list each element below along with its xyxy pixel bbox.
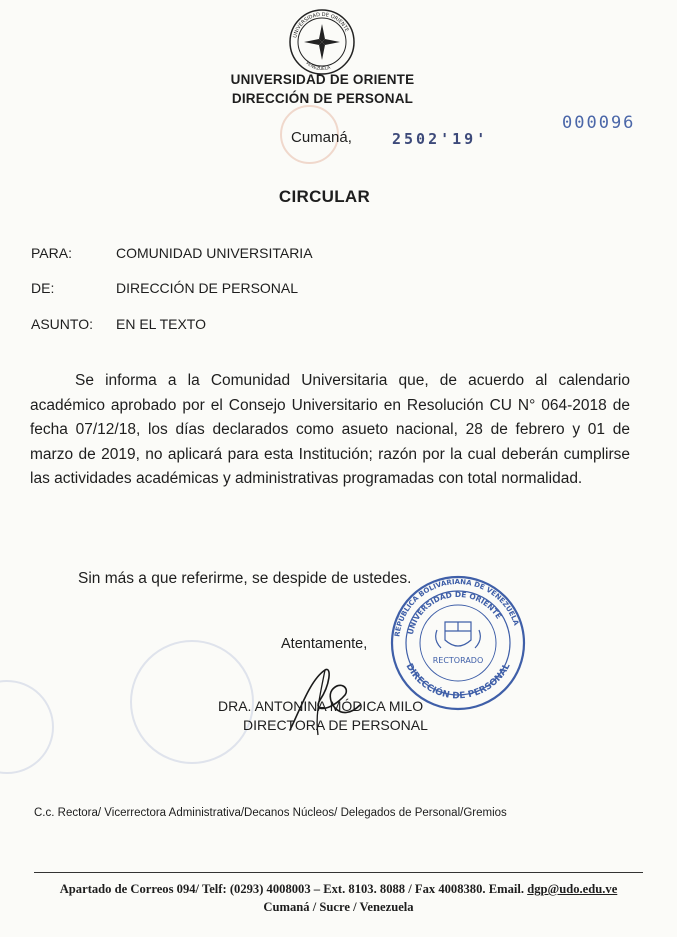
farewell: Atentamente,	[281, 636, 368, 652]
carbon-copy-line: C.c. Rectora/ Vicerrectora Administrativa/Decanos Núcleos/ Delegados de Personal/Gremios	[34, 807, 507, 819]
svg-text:REPÚBLICA BOLIVARIANA DE VENEZ	[393, 578, 520, 637]
city-label: Cumaná,	[291, 129, 352, 146]
document-title-text: CIRCULAR	[278, 187, 371, 206]
signatory-title: DIRECTORA DE PERSONAL	[243, 717, 428, 733]
bleed-through-seal	[0, 680, 54, 774]
stamp-outer-text: REPÚBLICA BOLIVARIANA DE VENEZUELA	[393, 577, 521, 638]
subject-label: ASUNTO:	[31, 316, 93, 332]
subject-value: EN EL TEXTO	[116, 316, 206, 332]
university-seal-icon	[288, 8, 356, 76]
footer-divider	[34, 872, 643, 873]
closing-line: Sin más a que referirme, se despide de ustedes.	[78, 570, 412, 587]
stamp-center-text: RECTORADO	[432, 656, 484, 665]
stamp-inner-text: UNIVERSIDAD DE ORIENTE	[405, 589, 504, 636]
footer-email-link[interactable]: dgp@udo.edu.ve	[527, 882, 618, 896]
body-paragraph: Se informa a la Comunidad Universitaria que, de acuerdo al calendario académico aprobado por el Consejo Universitario en Resolución CU N° 064-2018 de fecha 07/12/18, los días declarados como asueto nacional, 28 de febrero y 01 de marzo de 2019, no aplicará para esta Institución; razón por la cual deberán cumplirse las actividades académicas y administrativas programadas con total normalidad.	[30, 372, 630, 488]
footer-location: Cumaná / Sucre / Venezuela	[263, 900, 414, 914]
footer-contact	[0, 882, 677, 897]
serial-number: 000096	[562, 113, 636, 133]
footer-contact-text: Apartado de Correos 094/ Telf: (0293) 4008003 – Ext. 8103. 8088 / Fax 4008380. Email.	[59, 882, 525, 896]
to-label: PARA:	[31, 245, 72, 261]
department-name: DIRECCIÓN DE PERSONAL	[231, 91, 414, 106]
university-name: UNIVERSIDAD DE ORIENTE	[230, 72, 415, 87]
from-label: DE:	[31, 280, 55, 296]
stamp-bottom-text: DIRECCIÓN DE PERSONAL	[403, 661, 513, 702]
signatory-name: DRA. ANTONINA MÓDICA MILO	[218, 698, 424, 714]
document-title	[0, 187, 677, 207]
svg-text:VENEZUELA: VENEZUELA	[304, 60, 332, 73]
date-stamp: 2502'19'	[392, 130, 489, 148]
svg-text:UNIVERSIDAD DE ORIENTE: UNIVERSIDAD DE ORIENTE	[292, 11, 350, 39]
from-value: DIRECCIÓN DE PERSONAL	[116, 280, 299, 296]
to-value: COMUNIDAD UNIVERSITARIA	[116, 245, 313, 261]
